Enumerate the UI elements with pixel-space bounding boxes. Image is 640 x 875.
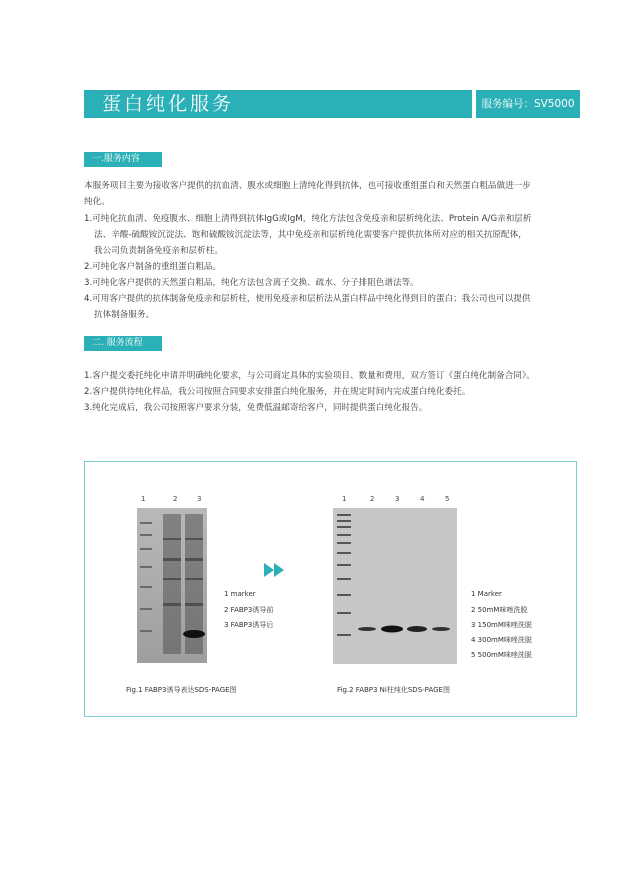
fig2-gel-image <box>333 508 457 664</box>
fig1-legend-2: 2 FABP3诱导前 <box>224 606 274 614</box>
intro-line-2: 纯化。 <box>84 197 110 207</box>
fig2-lane-1: 1 <box>342 495 347 503</box>
fig2-lane-2: 2 <box>370 495 375 503</box>
service-item-4-line2: 抗体制备服务。 <box>94 310 155 320</box>
figure-frame <box>84 461 577 717</box>
intro-line-1: 本服务项目主要为接收客户提供的抗血清、腹水或细胞上清纯化得到抗体，也可接收重组蛋白和天然蛋白粗品做进一步 <box>84 181 531 191</box>
process-step-1: 1.客户提交委托纯化申请并明确纯化要求，与公司商定具体的实验项目、数量和费用，双方签订《蛋白纯化制备合同》。 <box>84 371 535 381</box>
fig2-lane-4: 4 <box>420 495 425 503</box>
fig2-lane-3: 3 <box>395 495 400 503</box>
fig2-lane-5: 5 <box>445 495 450 503</box>
service-item-4 <box>84 291 586 323</box>
double-chevron-right-icon <box>264 563 286 577</box>
fig1-legend-3: 3 FABP3诱导后 <box>224 621 274 629</box>
header <box>84 90 580 118</box>
fig1-lane-3: 3 <box>197 495 202 503</box>
service-item-3-line1: 3.可纯化客户提供的天然蛋白粗品，纯化方法包含离子交换、疏水、分子排阻色谱法等。 <box>84 278 419 288</box>
section-2-label: 二. 服务流程 <box>84 336 162 351</box>
fig2-legend-3: 3 150mM咪唑洗脱 <box>471 621 532 629</box>
section-1-label: 一.服务内容 <box>84 152 162 167</box>
service-item-4-line1: 4.可用客户提供的抗体制备免疫亲和层析柱，使用免疫亲和层析法从蛋白样品中纯化得到目的蛋白；我公司也可以提供 <box>84 294 531 304</box>
fig2-legend-1: 1 Marker <box>471 590 502 598</box>
process-step-2: 2.客户提供待纯化样品，我公司按照合同要求安排蛋白纯化服务，并在规定时间内完成蛋白纯化委托。 <box>84 387 471 397</box>
fig2-caption: Fig.2 FABP3 Ni柱纯化SDS-PAGE图 <box>337 686 450 694</box>
fig2-legend-2: 2 50mM咪唑洗脱 <box>471 606 528 614</box>
fig2-legend-4: 4 300mM咪唑洗脱 <box>471 636 532 644</box>
service-code: 服务编号：SV5000 <box>476 90 580 118</box>
fig1-lane-2: 2 <box>173 495 178 503</box>
service-item-2-line1: 2.可纯化客户制备的重组蛋白粗品。 <box>84 262 222 272</box>
service-item-1-line2: 法、辛酸-硫酸铵沉淀法、饱和硫酸铵沉淀法等，其中免疫亲和层析纯化需要客户提供抗体所对应的相关抗原配体， <box>94 230 527 240</box>
service-item-1-line3: 我公司负责制备免疫亲和层析柱。 <box>94 246 223 256</box>
fig1-lane-1: 1 <box>141 495 146 503</box>
fig1-caption: Fig.1 FABP3诱导表达SDS-PAGE图 <box>126 686 237 694</box>
service-item-2 <box>84 259 586 275</box>
section-1-intro <box>84 178 586 210</box>
fig2-legend-5: 5 500mM咪唑洗脱 <box>471 651 532 659</box>
service-item-1 <box>84 211 586 259</box>
fig1-legend-1: 1 marker <box>224 590 256 598</box>
fig1-gel-image <box>137 508 207 663</box>
service-item-1-line1: 1.可纯化抗血清、免疫腹水、细胞上清得到抗体IgG或IgM，纯化方法包含免疫亲和层析纯化法、Protein A/G亲和层析 <box>84 214 532 224</box>
process-step-3: 3.纯化完成后，我公司按照客户要求分装，免费低温邮寄给客户，同时提供蛋白纯化报告。 <box>84 403 428 413</box>
service-item-3 <box>84 275 586 291</box>
page-title: 蛋白纯化服务 <box>84 90 472 118</box>
